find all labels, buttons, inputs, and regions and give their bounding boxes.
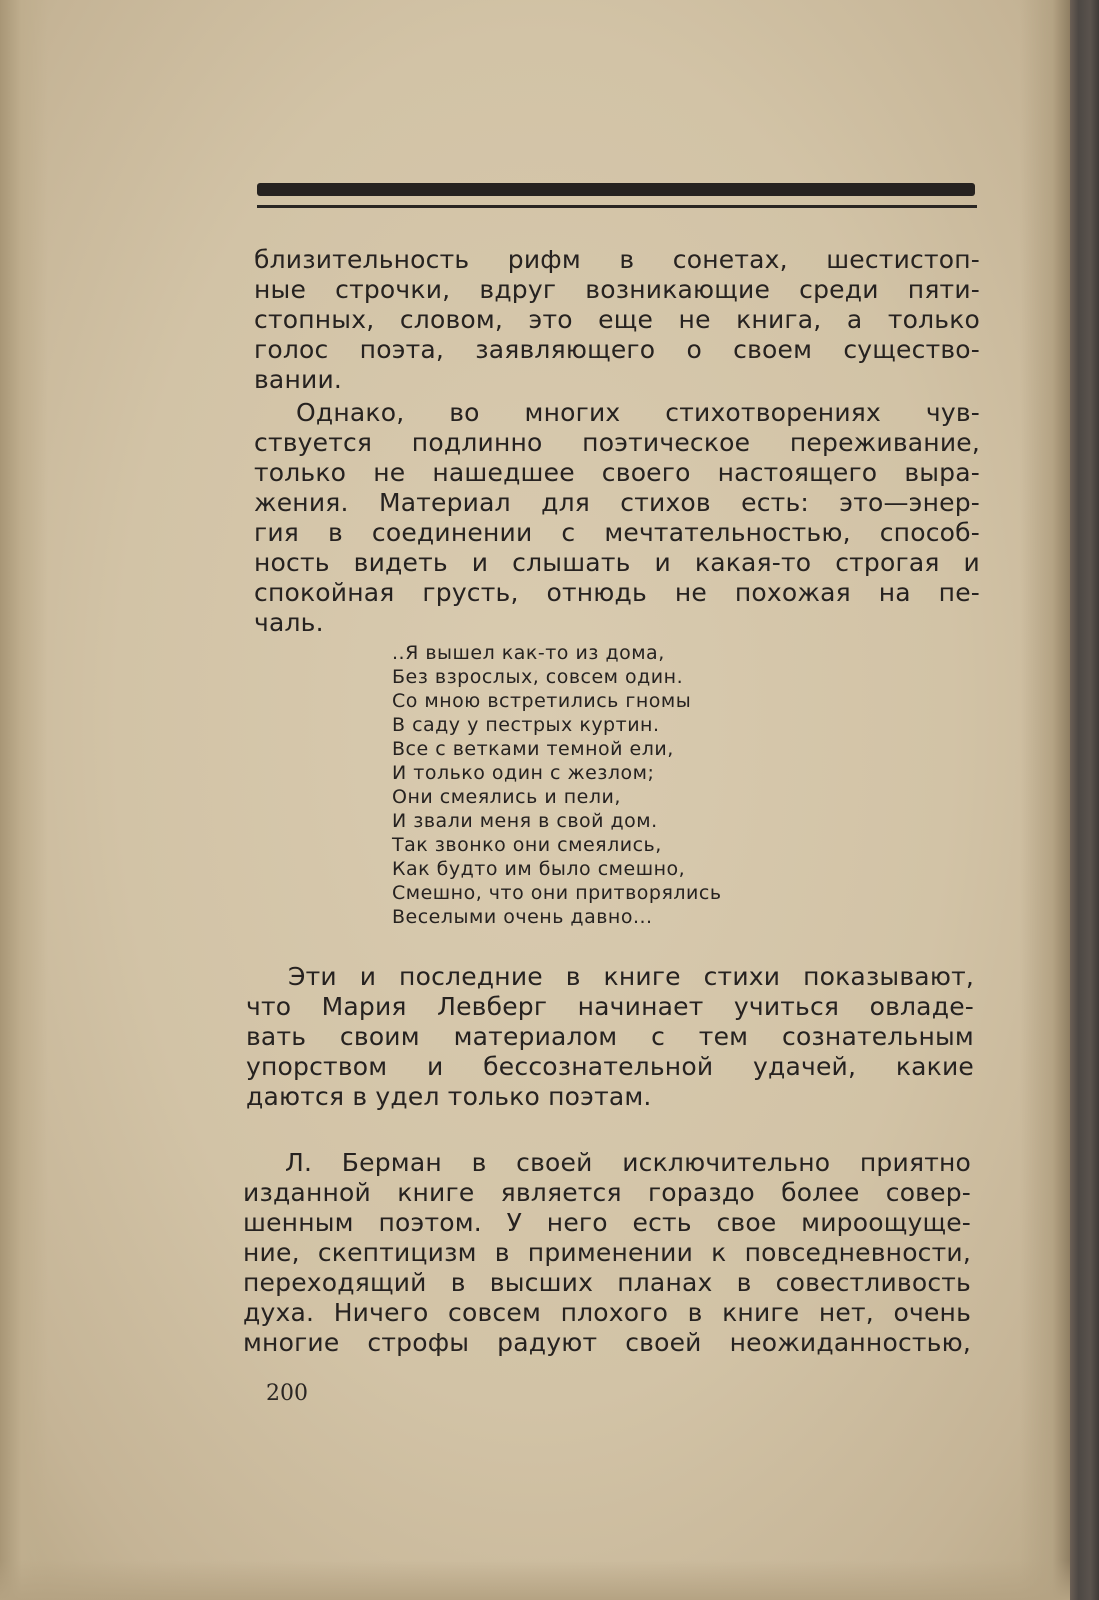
poem-quote — [392, 641, 722, 929]
text-line: только не нашедшее своего настоящего выра- — [254, 458, 980, 487]
text-line: переходящий в высших планах в совестливость — [243, 1268, 971, 1297]
text-line: упорством и бессознательной удачей, какие — [246, 1052, 974, 1081]
text-line: голос поэта, заявляющего о своем существо- — [254, 335, 980, 364]
poem-line: Без взрослых, совсем один. — [392, 666, 684, 688]
text-line: ствуется подлинно поэтическое переживание, — [254, 428, 980, 457]
poem-line: ..Я вышел как-то из дома, — [392, 642, 665, 664]
text-line: спокойная грусть, отнюдь не похожая на пе- — [254, 578, 980, 607]
poem-line: Они смеялись и пели, — [392, 786, 621, 808]
page-gutter-shadow — [1020, 0, 1070, 1600]
paragraph-2 — [254, 398, 980, 638]
poem-line: Веселыми очень давно... — [392, 906, 653, 928]
text-line: ные строчки, вдруг возникающие среди пяти- — [254, 275, 980, 304]
text-line: жения. Материал для стихов есть: это—энер- — [254, 488, 980, 517]
text-line: даются в удел только поэтам. — [246, 1082, 652, 1111]
poem-line: Со мною встретились гномы — [392, 690, 692, 712]
poem-line: Все с ветками темной ели, — [392, 738, 674, 760]
text-line: Эти и последние в книге стихи показывают, — [288, 962, 974, 991]
text-line: многие строфы радуют своей неожиданностью, — [243, 1328, 971, 1357]
poem-line: И только один с жезлом; — [392, 762, 655, 784]
text-line: что Мария Левберг начинает учиться овладе- — [246, 992, 974, 1021]
text-line: гия в соединении с мечтательностью, способ- — [254, 518, 980, 547]
page-bottom-shadow — [0, 1560, 1070, 1600]
header-rule-thin — [257, 205, 977, 208]
text-line: близительность рифм в сонетах, шестистоп- — [254, 245, 980, 274]
text-line: изданной книге является гораздо более совер- — [243, 1178, 971, 1207]
text-line: ние, скептицизм в применении к повседневности, — [243, 1238, 971, 1267]
page-number: 200 — [266, 1381, 308, 1406]
paragraph-3 — [246, 962, 974, 1112]
text-line: Л. Берман в своей исключительно приятно — [285, 1148, 971, 1177]
poem-line: И звали меня в свой дом. — [392, 810, 658, 832]
header-rule-thick — [257, 183, 975, 196]
page-left-shadow — [0, 0, 48, 1600]
poem-line: Смешно, что они притворялись — [392, 882, 722, 904]
text-line: вании. — [254, 365, 343, 394]
paragraph-1 — [254, 245, 980, 395]
text-line: духа. Ничего совсем плохого в книге нет, очень — [243, 1298, 971, 1327]
poem-line: В саду у пестрых куртин. — [392, 714, 660, 736]
poem-line: Как будто им было смешно, — [392, 858, 686, 880]
text-line: шенным поэтом. У него есть свое мироощуще- — [243, 1208, 971, 1237]
text-line: вать своим материалом с тем сознательным — [246, 1022, 974, 1051]
poem-line: Так звонко они смеялись, — [392, 834, 662, 856]
text-line: ность видеть и слышать и какая-то строгая и — [254, 548, 980, 577]
book-spine — [1070, 0, 1099, 1600]
text-line: стопных, словом, это еще не книга, а только — [254, 305, 980, 334]
text-line: Однако, во многих стихотворениях чув- — [296, 398, 980, 427]
text-line: чаль. — [254, 608, 324, 637]
paragraph-4 — [243, 1148, 971, 1358]
